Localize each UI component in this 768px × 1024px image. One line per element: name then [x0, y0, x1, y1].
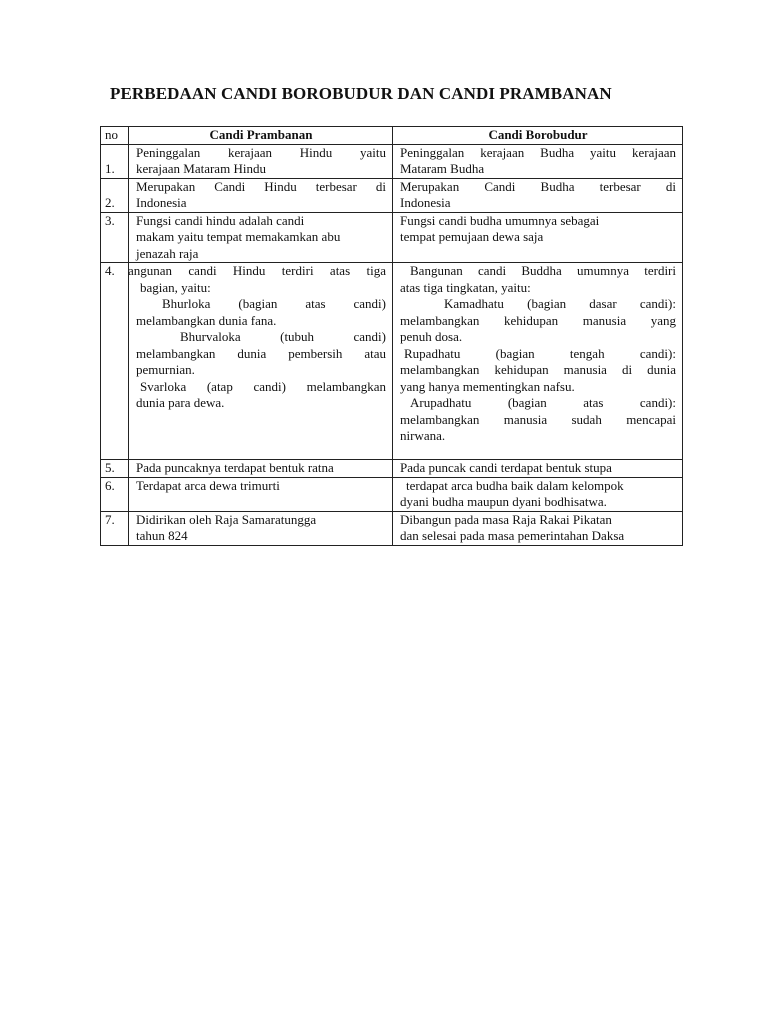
cell-line: kerajaan Mataram Hindu [136, 161, 266, 176]
cell-line: Peninggalan kerajaan Budha yaitu kerajaan [400, 144, 676, 160]
cell-line: pemurnian. [136, 362, 195, 377]
cell-line: bagian, yaitu: [140, 279, 211, 295]
cell-line: Fungsi candi budha umumnya sebagai [400, 212, 600, 228]
row-number: 6. [101, 477, 129, 511]
borobudur-cell [393, 178, 683, 212]
cell-line: tempat pemujaan dewa saja [400, 229, 544, 244]
cell-line: tahun 824 [136, 528, 188, 543]
cell-line: melambangkan manusia sudah mencapai [400, 411, 676, 427]
header-borobudur: Candi Borobudur [393, 127, 683, 145]
prambanan-cell [129, 460, 393, 478]
table-header-row [101, 127, 683, 145]
row-number: 4. [101, 263, 129, 460]
prambanan-cell [129, 144, 393, 178]
cell-line: Kamadhatu (bagian dasar candi): [444, 296, 676, 311]
prambanan-cell [129, 263, 393, 460]
borobudur-cell [393, 144, 683, 178]
cell-line: Fungsi candi hindu adalah candi [136, 212, 305, 228]
cell-line: dan selesai pada masa pemerintahan Daksa [400, 528, 625, 543]
cell-line: Arupadhatu (bagian atas candi): [410, 395, 676, 410]
cell-line: Rupadhatu (bagian tengah candi): [404, 345, 676, 361]
cell-line: Bhurloka (bagian atas candi) [162, 296, 386, 311]
row-number: 2. [101, 178, 129, 212]
cell-line: terdapat arca budha baik dalam kelompok [406, 477, 624, 493]
cell-line: jenazah raja [136, 245, 199, 261]
comparison-table [100, 126, 683, 546]
cell-line: penuh dosa. [400, 329, 463, 344]
borobudur-cell [393, 263, 683, 460]
cell-line: Terdapat arca dewa trimurti [136, 477, 280, 493]
cell-line: Dibangun pada masa Raja Rakai Pikatan [400, 511, 612, 527]
borobudur-cell [393, 460, 683, 478]
page-title: PERBEDAAN CANDI BOROBUDUR DAN CANDI PRAMBANAN [110, 84, 612, 103]
cell-line: Merupakan Candi Budha terbesar di [400, 178, 676, 194]
table-row [101, 477, 683, 511]
header-prambanan: Candi Prambanan [129, 127, 393, 145]
table-row [101, 511, 683, 545]
row-number: 7. [101, 511, 129, 545]
cell-line: Mataram Budha [400, 161, 485, 176]
prambanan-cell [129, 212, 393, 263]
cell-line: Indonesia [136, 195, 187, 210]
borobudur-cell [393, 212, 683, 263]
cell-line: dyani budha maupun dyani bodhisatwa. [400, 494, 607, 509]
cell-line: Indonesia [400, 195, 451, 210]
cell-line: Pada puncak candi terdapat bentuk stupa [400, 460, 612, 475]
cell-line: Didirikan oleh Raja Samaratungga [136, 511, 317, 527]
prambanan-cell [129, 178, 393, 212]
cell-line: yang hanya mementingkan nafsu. [400, 378, 575, 394]
prambanan-cell [129, 511, 393, 545]
cell-line: Peninggalan kerajaan Hindu yaitu [136, 144, 386, 160]
prambanan-cell [129, 477, 393, 511]
cell-line: Bangunan candi Buddha umumnya terdiri [410, 263, 676, 278]
cell-line: makam yaitu tempat memakamkan abu [136, 229, 341, 244]
header-no: no [101, 127, 129, 145]
cell-line: melambangkan dunia fana. [136, 312, 277, 328]
row-number: 5. [101, 460, 129, 478]
cell-line: Bhurvaloka (tubuh candi) [180, 329, 386, 344]
table-row [101, 178, 683, 212]
cell-line: melambangkan kehidupan manusia yang [400, 312, 676, 328]
row-number: 3. [101, 212, 129, 263]
cell-line: dunia para dewa. [136, 395, 225, 410]
cell-line: nirwana. [400, 428, 446, 443]
table-row [101, 460, 683, 478]
cell-line: Merupakan Candi Hindu terbesar di [136, 178, 386, 194]
borobudur-cell [393, 477, 683, 511]
table-row [101, 144, 683, 178]
cell-line: Pada puncaknya terdapat bentuk ratna [136, 460, 334, 475]
borobudur-cell [393, 511, 683, 545]
cell-line: melambangkan kehidupan manusia di dunia [400, 362, 676, 377]
cell-line: melambangkan dunia pembersih atau [136, 345, 386, 361]
cell-line: atas tiga tingkatan, yaitu: [400, 279, 531, 295]
row-number: 1. [101, 144, 129, 178]
table-row [101, 263, 683, 460]
cell-line: Svarloka (atap candi) melambangkan [140, 378, 386, 394]
cell-line: angunan candi Hindu terdiri atas tiga [128, 263, 386, 278]
table-row [101, 212, 683, 263]
